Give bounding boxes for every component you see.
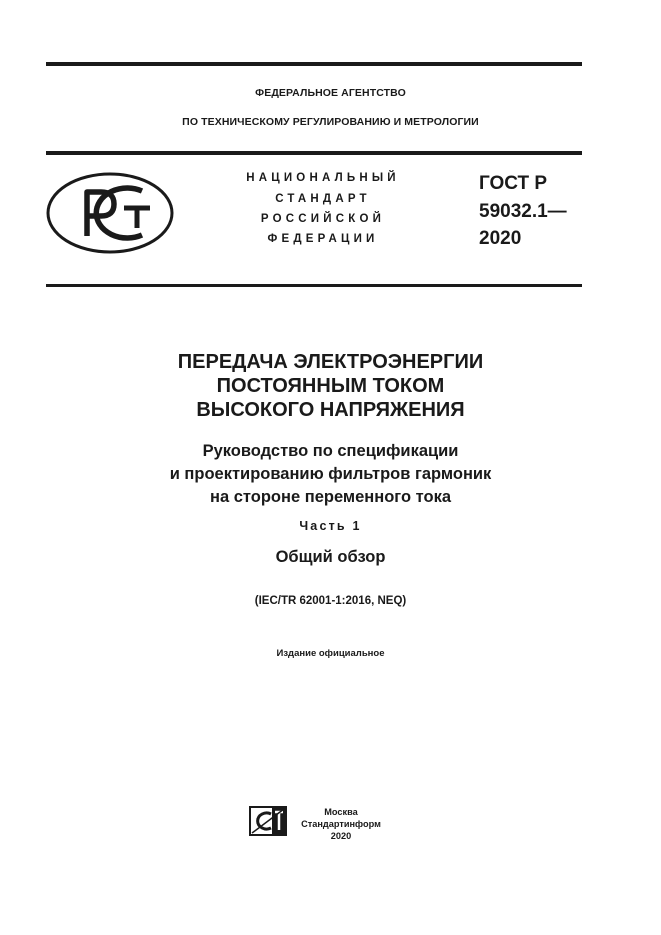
part-label: Часть 1	[299, 519, 362, 533]
agency-line-2: ПО ТЕХНИЧЕСКОМУ РЕГУЛИРОВАНИЮ И МЕТРОЛОГИИ	[182, 116, 479, 128]
subtitle-line-1: Руководство по спецификации	[202, 442, 459, 460]
title-line-2: ПОСТОЯННЫМ ТОКОМ	[216, 375, 445, 397]
header-rule	[46, 151, 582, 155]
designation-rule	[46, 284, 582, 287]
standard-type-line-2: СТАНДАРТ	[275, 193, 371, 205]
publisher-name: Стандартинформ	[301, 819, 381, 829]
standard-type-line-4: ФЕДЕРАЦИИ	[267, 233, 379, 245]
agency-line-1: ФЕДЕРАЛЬНОЕ АГЕНТСТВО	[255, 87, 406, 99]
publisher-city: Москва	[324, 807, 358, 817]
top-rule	[46, 62, 582, 66]
edition-note: Издание официальное	[276, 648, 385, 659]
designation-line-3: 2020	[479, 228, 522, 249]
designation-line-2: 59032.1—	[479, 201, 567, 222]
international-reference: (IEC/TR 62001-1:2016, NEQ)	[254, 595, 407, 607]
part-title: Общий обзор	[275, 548, 386, 566]
title-line-3: ВЫСОКОГО НАПРЯЖЕНИЯ	[196, 399, 465, 421]
standard-type-line-1: НАЦИОНАЛЬНЫЙ	[246, 172, 400, 184]
designation-line-1: ГОСТ Р	[479, 173, 548, 194]
standartinform-logo-icon	[249, 806, 287, 836]
standard-type-line-3: РОССИЙСКОЙ	[260, 213, 386, 225]
publisher-year: 2020	[330, 831, 352, 841]
title-line-1: ПЕРЕДАЧА ЭЛЕКТРОЭНЕРГИИ	[177, 351, 484, 373]
rst-conformity-mark-icon	[46, 172, 174, 254]
subtitle-line-2: и проектированию фильтров гармоник	[169, 465, 492, 483]
subtitle-line-3: на стороне переменного тока	[210, 488, 451, 506]
